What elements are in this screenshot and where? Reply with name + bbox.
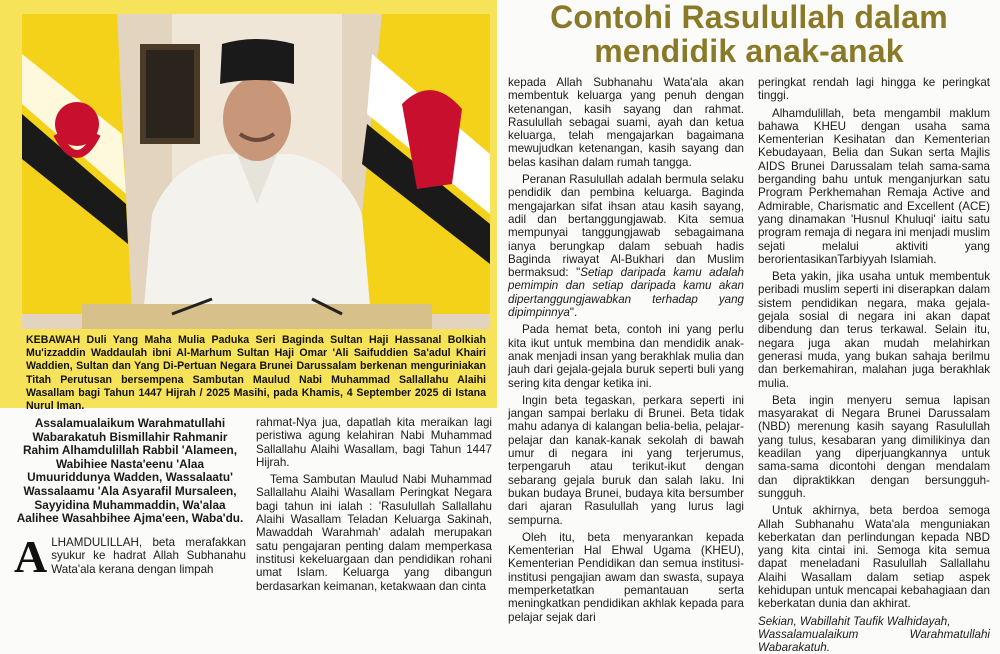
- col3-p2-text: Peranan Rasulullah adalah bermula selaku pendidik dan pembina keluarga. Baginda mengajarkan sifat ihsan atau kasih sayang, adil dan bertanggungjawab. Kita semua mempunyai tanggungjawab sebagaimana ianya berungkap dalam sebuah hadis Baginda riwayat Al-Bukhari dan Muslim bermaksud: ": [508, 173, 744, 280]
- col3-paragraph-3: Pada hemat beta, contoh ini yang perlu kita ikut untuk membina dan mendidik anak-anak menjadi insan yang berakhlak mulia dan jauh dari gejala-gejala buruk seperti buli yang sering kita dengar ketika ini.: [508, 323, 744, 390]
- column-3: [508, 76, 744, 628]
- article-title: [498, 0, 1000, 68]
- col4-paragraph-3: Beta yakin, jika usaha untuk membentuk peribadi muslim seperti ini diserapkan dalam sistem pendidikan negara, maka gejala-gejala sosial di negara ini akan dapat dibendung dan terus terkawal. Selain itu, negara juga akan mudah melahirkan generasi muda, yang bukan sahaja berilmu dan berkemahiran, malahan juga berakhlak mulia.: [758, 270, 990, 390]
- column-2: [256, 416, 492, 597]
- title-line-1: Contohi Rasulullah dalam: [550, 0, 948, 35]
- dropcap: A: [14, 531, 48, 582]
- col3-paragraph-1: kepada Allah Subhanahu Wata'ala akan membentuk keluarga yang penuh dengan ketenangan, kasih sayang dan rahmat. Rasulullah sebagai suami, ayah dan ketua keluarga, telah mengajarkan bagaimana mewujudkan ketenangan, kasih sayang dan belas kasihan dalam rumah tangga.: [508, 76, 744, 169]
- col3-paragraph-5: Oleh itu, beta menyarankan kepada Kementerian Hal Ehwal Ugama (KHEU), Kementerian Pendidikan dan semua institusi-institusi pengajian awam dan swasta, supaya memperketatkan pemantauan serta meningkatkan pendidikan akhlak kepada para pelajar sejak dari: [508, 530, 744, 624]
- col3-paragraph-2: [508, 173, 744, 319]
- signoff-2: Wassalamualaikum Warahmatullahi Wabarakatuh.: [758, 627, 990, 654]
- songkok-icon: [220, 39, 294, 84]
- col4-paragraph-2: Alhamdulillah, beta mengambil maklum bahawa KHEU dengan usaha sama Kementerian Kesihatan dan Kementerian Kebudayaan, Belia dan Sukan serta Majlis AIDS Brunei Darussalam telah sama-sama berganding bahu untuk menganjurkan satu Program Perkhemahan Remaja Active and Admirable, Charismatic and Excellent (ACE) yang dinamakan 'Husnul Khuluqi' iaitu satu program remaja di negara ini menjadi muslim sejati melalui aktiviti yang berorientasikanTarbiyyah Islamiah.: [758, 106, 990, 266]
- col3-p2-end: ".: [569, 306, 578, 320]
- portrait-illustration: [22, 14, 490, 329]
- title-line-2: mendidik anak-anak: [594, 33, 904, 69]
- col2-paragraph-2: Tema Sambutan Maulud Nabi Muhammad Sallallahu Alaihi Wasallam Peringkat Negara bagi tahun ini ialah : 'Rasulullah Sallallahu Alaihi Wasallam Teladan Keluarga Sakinah, Mawaddah Warahmah' adalah merupakan satu pengajaran penting dalam memperkasa institusi kekeluargaan dan pendidikan rohani umat Islam. Keluarga yang dibangun berdasarkan keimanan, ketakwaan dan cinta: [256, 473, 492, 593]
- col1-text: LHAMDULILLAH, beta merafakkan syukur ke hadrat Allah Subhanahu Wata'ala kerana dengan limpah: [51, 536, 246, 576]
- signoff-1: Sekian, Wabillahit Taufik Walhidayah,: [758, 614, 951, 628]
- col4-paragraph-4: Beta ingin menyeru semua lapisan masyarakat di Negara Brunei Darussalam (NBD) merenung kasih sayang Rasulullah yang tulus, kesabaran yang dimilikinya dan keadilan yang diperjuangkannya untuk sama-sama dicontohi dengan mendalam dan dipraktikkan dengan bersungguh-sungguh.: [758, 393, 990, 500]
- hadith-quote: Setiap daripada kamu adalah pemimpin dan setiap daripada kamu akan dipertanggungjawabkan terhadap yang dipimpinnya: [508, 266, 744, 320]
- sultan-photo: [22, 14, 490, 329]
- greeting-block: Assalamualaikum Warahmatullahi Wabarakatuh Bismillahir Rahmanir Rahim Alhamdulillah Rabbil 'Alameen, Wabihiee Nasta'eenu 'Alaa Umuuriddunya Wadden, Wassalaatu' Wassalaamu 'Ala Asyarafil Mursaleen, Sayyidina Muhammaddin, Wa'alaa Aalihee Wasahbihee Ajma'een, Waba'du.: [16, 416, 244, 526]
- photo-caption: KEBAWAH Duli Yang Maha Mulia Paduka Seri Baginda Sultan Haji Hassanal Bolkiah Mu'izzaddin Waddaulah ibni Al-Marhum Sultan Haji Omar 'Ali Saifuddien Sa'adul Khairi Waddien, Sultan dan Yang Di-Pertuan Negara Brunei Darussalam berkenan menguriniakan Titah Perutusan bersempena Sambutan Maulud Nabi Muhammad Sallallahu Alaihi Wasallam bagi Tahun 1447 Hijrah / 2025 Masihi, pada Khamis, 4 September 2025 di Istana Nurul Iman.: [26, 334, 486, 413]
- col4-paragraph-1: peringkat rendah lagi hingga ke peringkat tinggi.: [758, 76, 990, 103]
- column-1: [14, 531, 246, 582]
- column-4: [758, 76, 990, 654]
- col4-paragraph-5: Untuk akhirnya, beta berdoa semoga Allah Subhanahu Wata'ala menguniakan keberkatan dan perlindungan kepada NBD yang kita cintai ini. Semoga kita semua dapat meneladani Rasulullah Sallallahu Alaihi Wasallam dalam setiap aspek kehidupan untuk mencapai kebahagiaan dan keberkatan dunia dan akhirat.: [758, 504, 990, 611]
- photo-frame: [0, 0, 497, 413]
- col3-paragraph-4: Ingin beta tegaskan, perkara seperti ini jangan sampai berlaku di Brunei. Beta tidak mahu adanya di kalangan belia-belia, pelajar-pelajar dan kanak-kanak sekolah di bawah umur di negara ini yang terjerumus, terpengaruh atau terikut-ikut dengan sebarang gejala buruk dan salah laku. Ini bukan budaya Brunei, budaya kita bersumber dari ajaran Rasulullah yang lurus lagi sempurna.: [508, 393, 744, 527]
- col2-paragraph-1: rahmat-Nya jua, dapatlah kita meraikan lagi peristiwa agung kelahiran Nabi Muhammad Sallallahu Alaihi Wasallam, bagi Tahun 1447 Hijrah.: [256, 416, 492, 469]
